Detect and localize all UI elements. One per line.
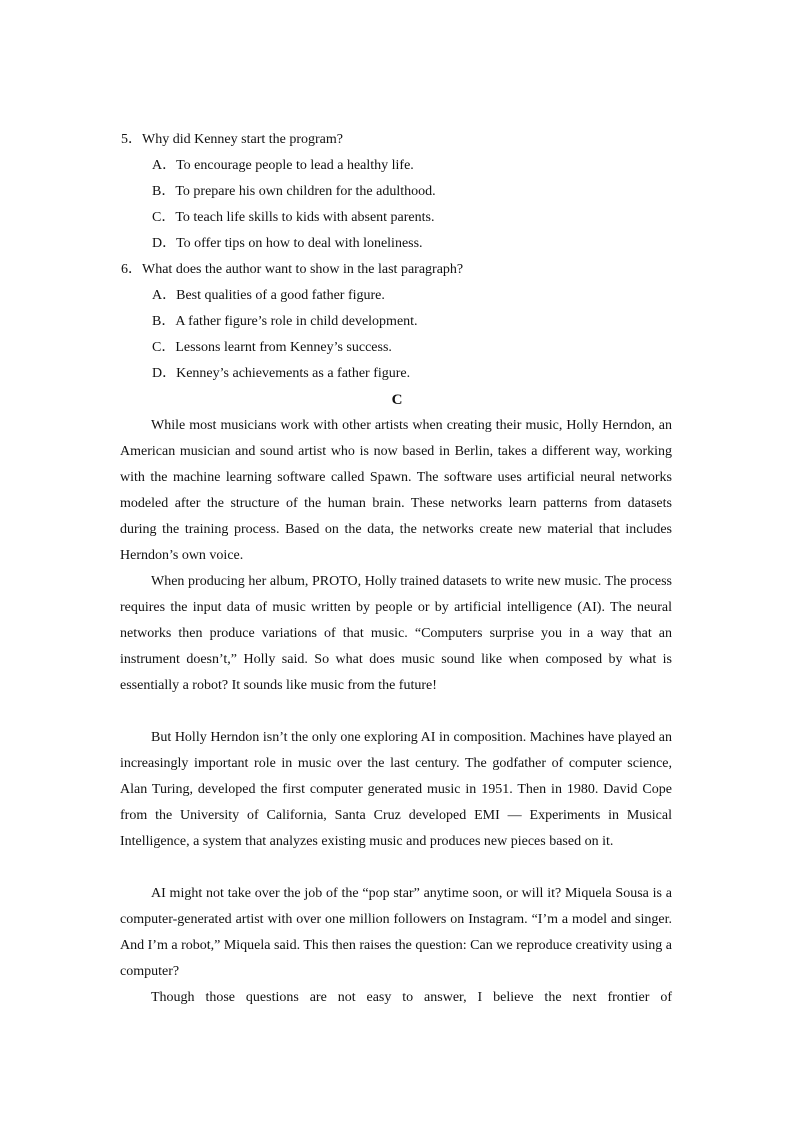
passage-paragraph-2: When producing her album, PROTO, Holly trained datasets to write new music. The process requires the input data of music written by people or by artificial intelligence (AI). The neural networks then produce variations of that music. “Computers surprise you in a way that an instrument doesn’t,” Holly said. So what does music sound like when composed by what is essentially a robot? It sounds like music from the future!	[120, 574, 672, 693]
passage-paragraph-4: AI might not take over the job of the “pop star” anytime soon, or will it? Miquela Sousa is a computer-generated artist with over one million followers on Instagram. “I’m a model and singer. And I’m a robot,” Miquela said. This then raises the question: Can we reproduce creativity using a computer?	[120, 886, 672, 979]
question-5-stem: 5．Why did Kenney start the program?	[121, 132, 343, 147]
question-5-option-b: B．To prepare his own children for the adulthood.	[152, 184, 436, 199]
section-heading: C	[391, 392, 403, 408]
passage-paragraph-1: While most musicians work with other artists when creating their music, Holly Herndon, an American musician and sound artist who is now based in Berlin, takes a different way, working with the machine learning software called Spawn. The software uses artificial neural networks modeled after the structure of the human brain. These networks learn patterns from datasets during the training process. Based on the data, the networks create new material that includes Herndon’s own voice.	[120, 418, 672, 563]
question-6-option-c: C．Lessons learnt from Kenney’s success.	[152, 340, 392, 355]
question-6-option-a: A．Best qualities of a good father figure.	[152, 288, 385, 303]
question-6-option-b: B．A father figure’s role in child development.	[152, 314, 418, 329]
question-5-option-a: A．To encourage people to lead a healthy life.	[152, 158, 414, 173]
passage-paragraph-3: But Holly Herndon isn’t the only one exploring AI in composition. Machines have played an increasingly important role in music over the last century. The godfather of computer science, Alan Turing, developed the first computer generated music in 1951. Then in 1980. David Cope from the University of California, Santa Cruz developed EMI — Experiments in Musical Intelligence, a system that analyzes existing music and produces new pieces based on it.	[120, 730, 672, 849]
question-6-stem: 6．What does the author want to show in the last paragraph?	[121, 262, 464, 277]
question-5-option-d: D．To offer tips on how to deal with loneliness.	[152, 236, 423, 251]
passage-paragraph-5: Though those questions are not easy to answer, I believe the next frontier of	[151, 990, 672, 1005]
question-5-option-c: C．To teach life skills to kids with absent parents.	[152, 210, 435, 225]
question-6-option-d: D．Kenney’s achievements as a father figure.	[152, 366, 411, 381]
